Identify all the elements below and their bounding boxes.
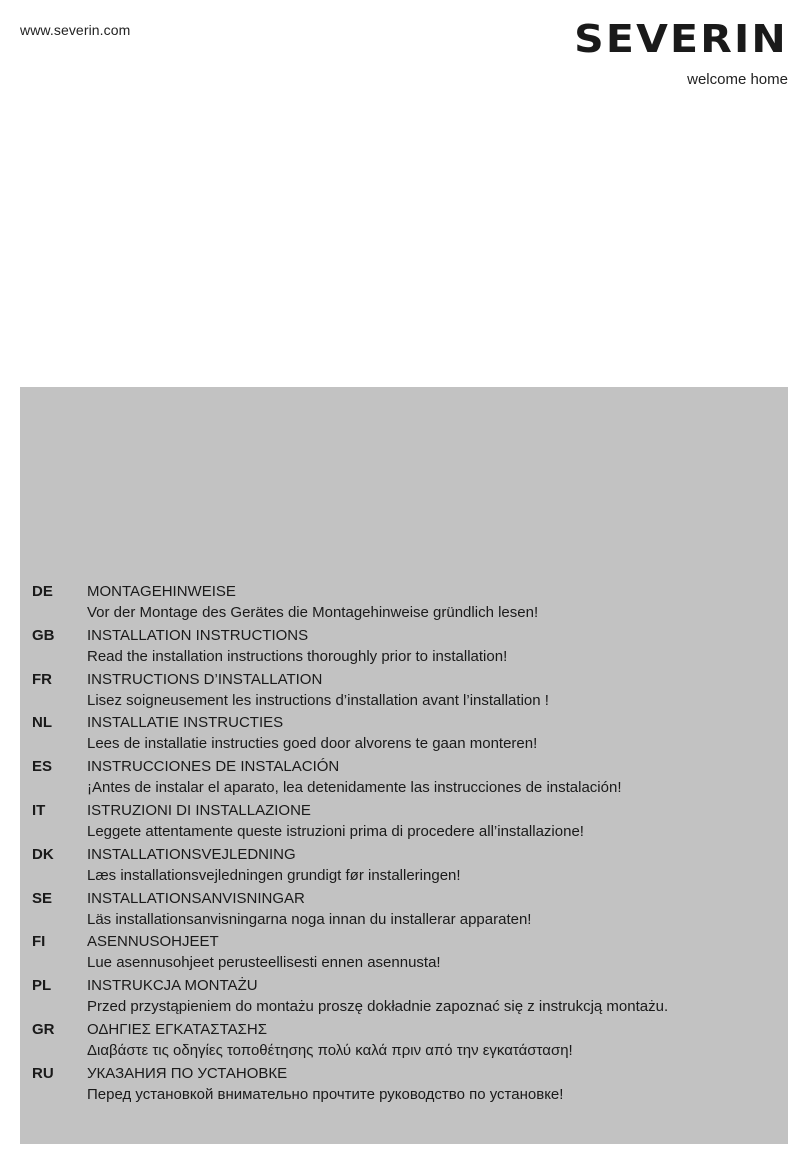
instruction-body: Vor der Montage des Gerätes die Montagehinweise gründlich lesen! <box>87 604 539 621</box>
instruction-text-block <box>87 976 772 1020</box>
instruction-body: Lisez soigneusement les instructions d’installation avant l’installation ! <box>87 691 549 709</box>
instruction-heading: ΟΔΗΓΙΕΣ ΕΓΚΑΤΑΣΤΑΣΗΣ <box>87 1020 267 1038</box>
language-code: PL <box>32 977 52 995</box>
instruction-entry-nl <box>32 713 772 757</box>
language-code: NL <box>32 714 52 732</box>
instruction-body: Перед установкой внимательно прочтите руководство по установке! <box>87 1085 564 1103</box>
language-code: FI <box>32 933 46 951</box>
instruction-entry-dk <box>32 845 772 889</box>
instruction-text-block <box>87 670 772 714</box>
instruction-entry-es <box>32 757 772 801</box>
language-code: GB <box>32 626 55 644</box>
instruction-entry-pl <box>32 976 772 1020</box>
instruction-text-block <box>87 845 772 889</box>
instruction-text-block <box>87 626 772 670</box>
instruction-text-block <box>87 713 772 757</box>
language-code: RU <box>32 1064 54 1082</box>
language-instructions-list <box>32 582 772 1108</box>
instruction-body: Lue asennusohjeet perusteellisesti ennen asennusta! <box>87 954 441 972</box>
language-code: GR <box>32 1020 55 1038</box>
instruction-entry-fi <box>32 932 772 976</box>
instruction-text-block <box>87 889 772 933</box>
language-code: DE <box>32 583 53 600</box>
instruction-body: Read the installation instructions thoroughly prior to installation! <box>87 647 508 665</box>
instruction-text-block <box>87 582 772 626</box>
instruction-heading: INSTRUKCJA MONTAŻU <box>87 977 258 995</box>
instruction-heading: ISTRUZIONI DI INSTALLAZIONE <box>87 801 311 819</box>
instruction-entry-de <box>32 582 772 626</box>
instruction-body: ¡Antes de instalar el aparato, lea detenidamente las instrucciones de instalación! <box>87 779 622 797</box>
instruction-heading: INSTALLATIONSANVISNINGAR <box>87 889 305 907</box>
instruction-body: Przed przystąpieniem do montażu proszę dokładnie zapoznać się z instrukcją montażu. <box>87 998 669 1016</box>
website-url: www.severin.com <box>20 22 131 38</box>
instruction-text-block <box>87 932 772 976</box>
language-code: SE <box>32 889 53 907</box>
language-code: FR <box>32 670 52 688</box>
instruction-heading: INSTRUCTIONS D’INSTALLATION <box>87 670 323 688</box>
instruction-entry-it <box>32 801 772 845</box>
instruction-heading: УКАЗАНИЯ ПО УСТАНОВКЕ <box>87 1064 288 1082</box>
instruction-entry-se <box>32 889 772 933</box>
brand-tagline: welcome home <box>687 71 788 88</box>
instruction-entry-ru <box>32 1064 772 1108</box>
instruction-entry-gb <box>32 626 772 670</box>
instruction-body: Leggete attentamente queste istruzioni prima di procedere all’installazione! <box>87 822 584 840</box>
instruction-text-block <box>87 801 772 845</box>
instruction-heading: INSTALLATION INSTRUCTIONS <box>87 626 309 644</box>
instruction-heading: MONTAGEHINWEISE <box>87 583 236 600</box>
instruction-entry-fr <box>32 670 772 714</box>
brand-logo: SEVERIN <box>574 17 788 61</box>
instruction-heading: INSTALLATIONSVEJLEDNING <box>87 845 296 863</box>
instruction-body: Læs installationsvejledningen grundigt før installeringen! <box>87 866 461 884</box>
language-code: ES <box>32 758 53 776</box>
instruction-text-block <box>87 1020 772 1064</box>
instruction-text-block <box>87 1064 772 1108</box>
language-code: DK <box>32 845 54 863</box>
language-code: IT <box>32 801 46 819</box>
instruction-body: Διαβάστε τις οδηγίες τοποθέτησης πολύ καλά πριν από την εγκατάσταση! <box>87 1041 573 1059</box>
instruction-text-block <box>87 757 772 801</box>
instruction-body: Läs installationsanvisningarna noga innan du installerar apparaten! <box>87 910 532 928</box>
instruction-heading: INSTRUCCIONES DE INSTALACIÓN <box>87 758 340 776</box>
instruction-heading: INSTALLATIE INSTRUCTIES <box>87 714 284 732</box>
instruction-entry-gr <box>32 1020 772 1064</box>
instruction-body: Lees de installatie instructies goed door alvorens te gaan monteren! <box>87 735 538 753</box>
instruction-heading: ASENNUSOHJEET <box>87 933 219 951</box>
